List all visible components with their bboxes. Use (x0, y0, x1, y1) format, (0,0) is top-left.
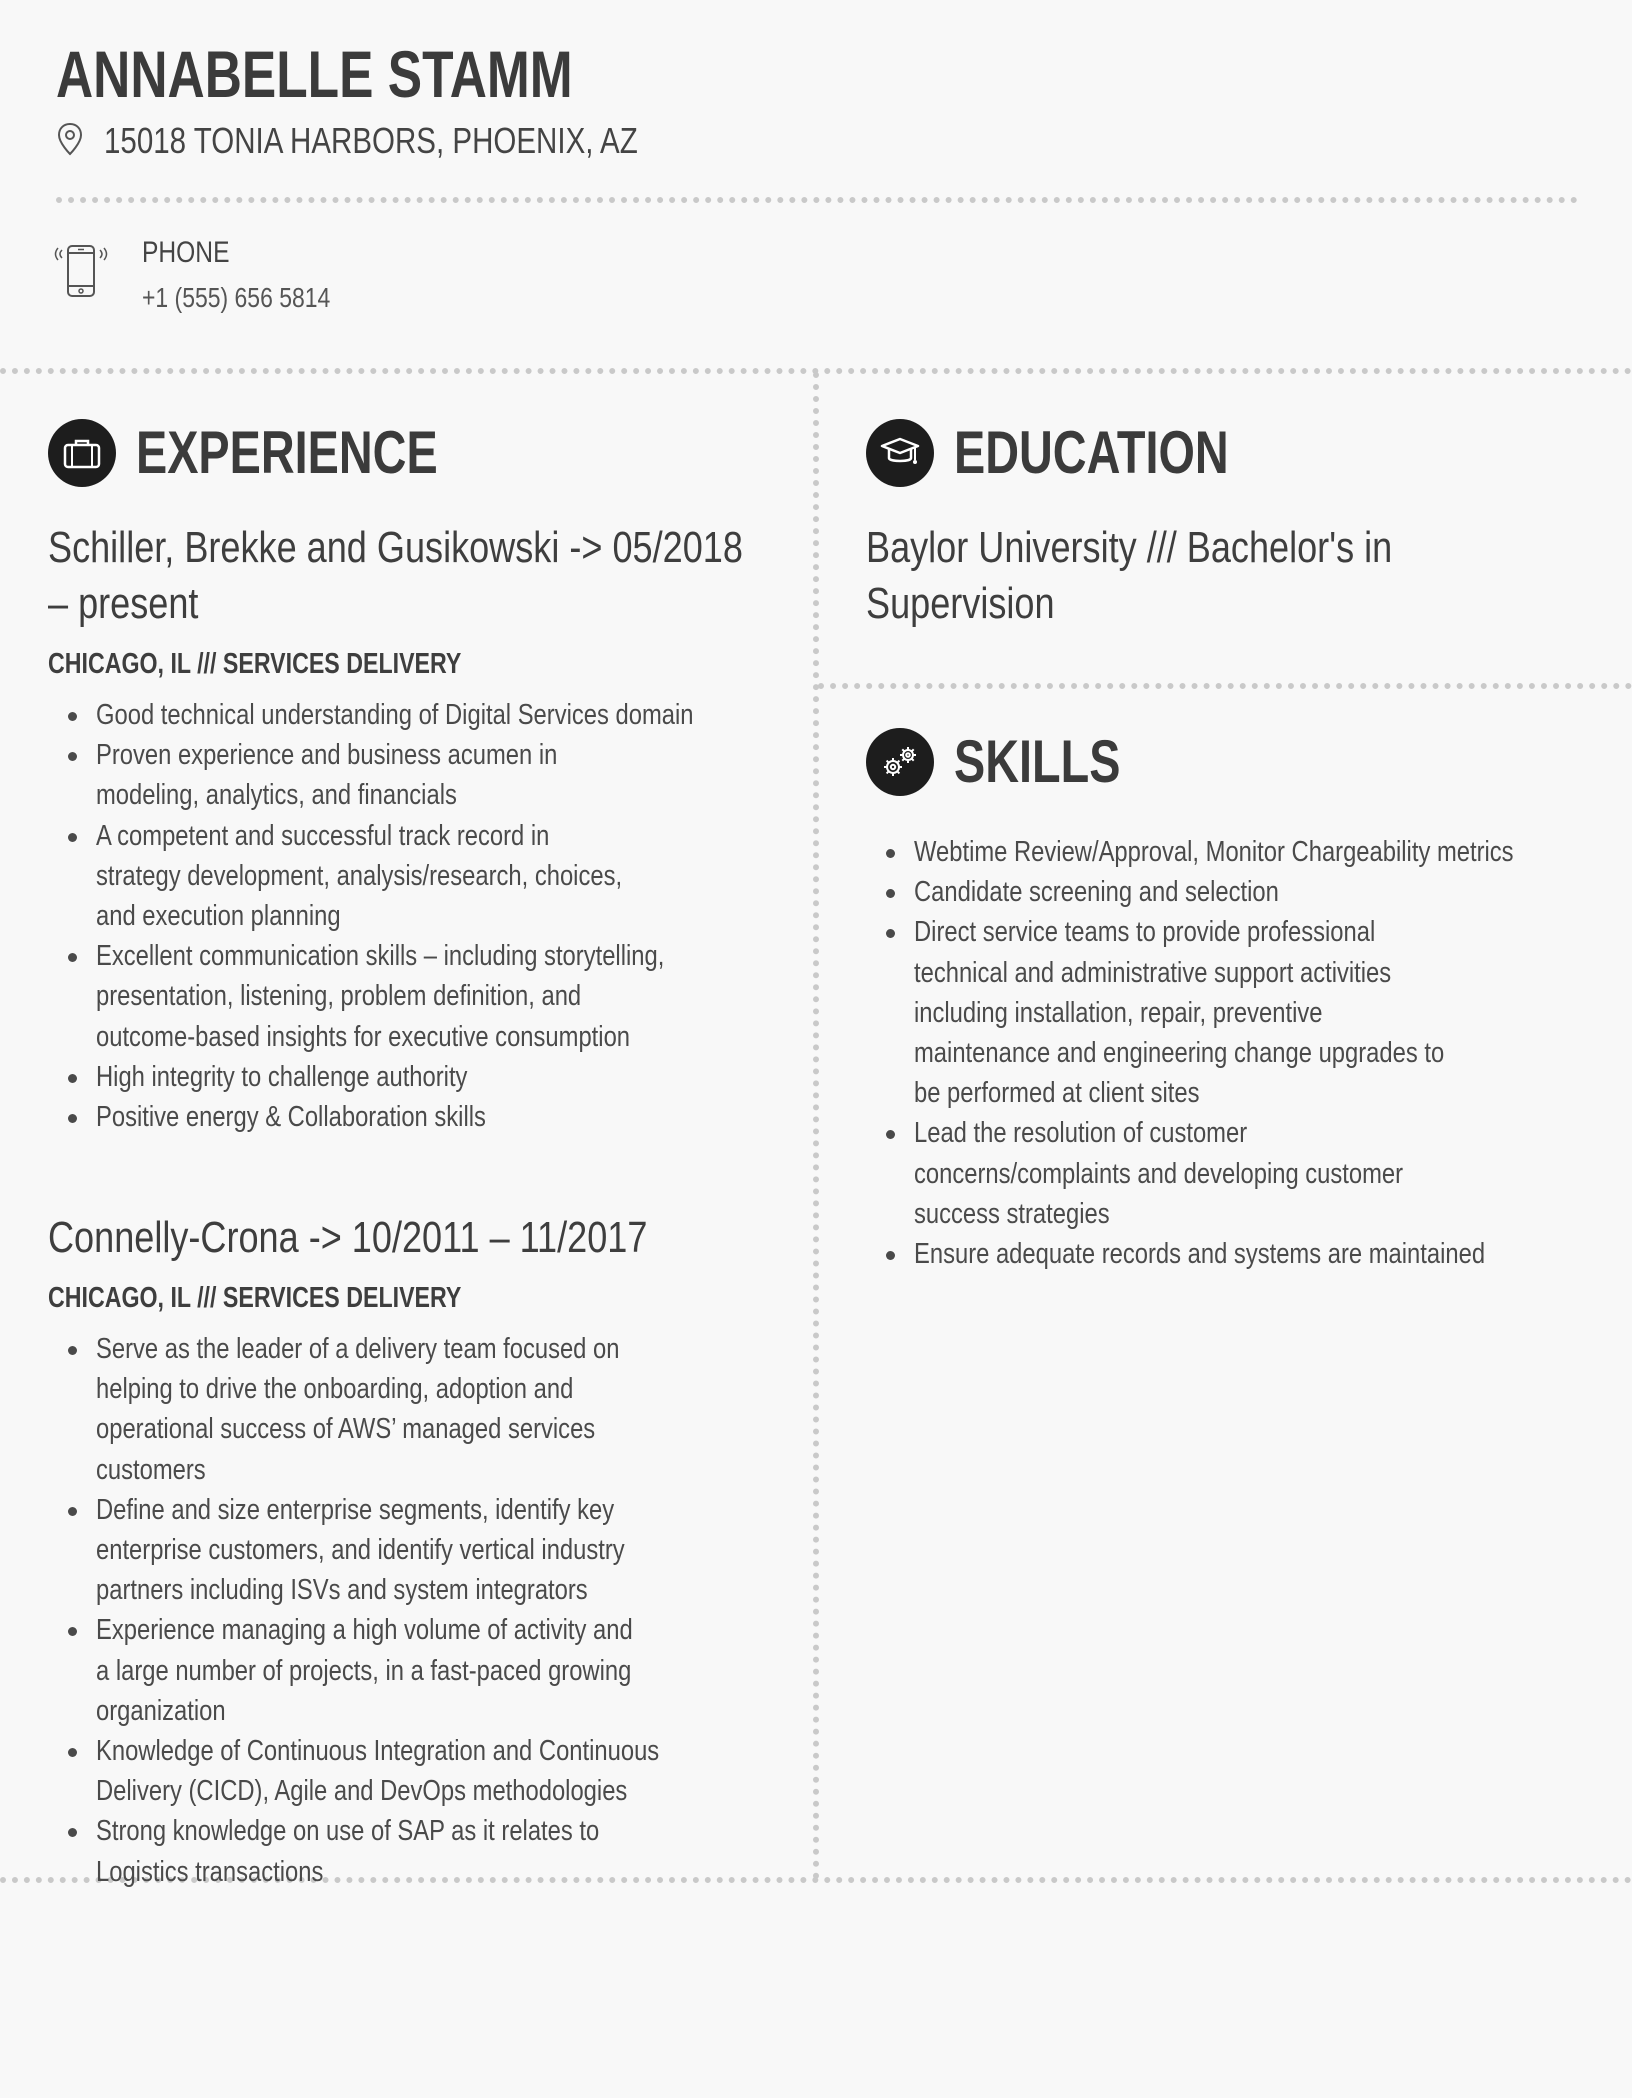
list-item: Serve as the leader of a delivery team focused on helping to drive the onboarding, adoption and operational success of AWS’ managed services customers (48, 1329, 768, 1490)
experience-heading (48, 418, 523, 487)
mobile-phone-icon (54, 244, 110, 314)
header-divider (56, 197, 1578, 203)
skills-bullets (866, 832, 1586, 1274)
list-item: Knowledge of Continuous Integration and Continuous Delivery (CICD), Agile and DevOps methodologies (48, 1731, 768, 1811)
list-item: A competent and successful track record in strategy development, analysis/research, choices, and execution planning (48, 816, 768, 937)
skills-title: SKILLS (954, 728, 1121, 795)
job-location-department: CHICAGO, IL /// SERVICES DELIVERY (48, 648, 462, 680)
list-item: Good technical understanding of Digital Services domain (48, 695, 768, 735)
phone-label: PHONE (142, 236, 230, 269)
education-heading (866, 418, 1306, 487)
list-item: Positive energy & Collaboration skills (48, 1097, 768, 1137)
list-item: Proven experience and business acumen in modeling, analytics, and financials (48, 735, 768, 815)
address-text: 15018 TONIA HARBORS, PHOENIX, AZ (104, 120, 638, 161)
job-title-line: Schiller, Brekke and Gusikowski -> 05/2018 (48, 523, 743, 572)
education-entry (866, 520, 1392, 632)
map-pin-icon (56, 122, 84, 161)
job-title-line: – present (48, 579, 199, 628)
phone-contact (54, 236, 372, 314)
job-bullets (48, 1329, 768, 1892)
education-line: Baylor University /// Bachelor's in (866, 523, 1393, 572)
education-title: EDUCATION (954, 419, 1229, 486)
list-item: Webtime Review/Approval, Monitor Chargeability metrics (866, 832, 1586, 872)
list-item: Experience managing a high volume of activity and a large number of projects, in a fast-paced growing organization (48, 1610, 768, 1731)
list-item: Candidate screening and selection (866, 872, 1586, 912)
skills-heading (866, 727, 1167, 796)
list-item: Lead the resolution of customer concerns/complaints and developing customer success strategies (866, 1113, 1586, 1234)
phone-value: +1 (555) 656 5814 (142, 282, 331, 313)
experience-title: EXPERIENCE (136, 419, 438, 486)
list-item: Define and size enterprise segments, identify key enterprise customers, and identify vertical industry partners including ISVs and system integrators (48, 1490, 768, 1611)
list-item: Excellent communication skills – including storytelling, presentation, listening, problem definition, and outcome-based insights for executive consumption (48, 936, 768, 1057)
candidate-name: ANNABELLE STAMM (56, 37, 573, 111)
graduation-cap-icon (866, 419, 934, 487)
job-title-line: Connelly-Crona -> 10/2011 – 11/2017 (48, 1213, 648, 1262)
briefcase-icon (48, 419, 116, 487)
address-line (56, 120, 755, 162)
job-location-department: CHICAGO, IL /// SERVICES DELIVERY (48, 1282, 462, 1314)
job-title (48, 520, 743, 632)
list-item: Direct service teams to provide professional technical and administrative support activities including installation, repair, preventive maintenance and engineering change upgrades to be performed at client sites (866, 912, 1586, 1113)
education-line: Supervision (866, 579, 1055, 628)
job-title (48, 1210, 647, 1266)
job-bullets (48, 695, 768, 1137)
list-item: High integrity to challenge authority (48, 1057, 768, 1097)
education-skills-divider (818, 683, 1632, 689)
list-item: Strong knowledge on use of SAP as it relates to Logistics transactions (48, 1811, 768, 1891)
gears-icon (866, 728, 934, 796)
list-item: Ensure adequate records and systems are maintained (866, 1234, 1586, 1274)
